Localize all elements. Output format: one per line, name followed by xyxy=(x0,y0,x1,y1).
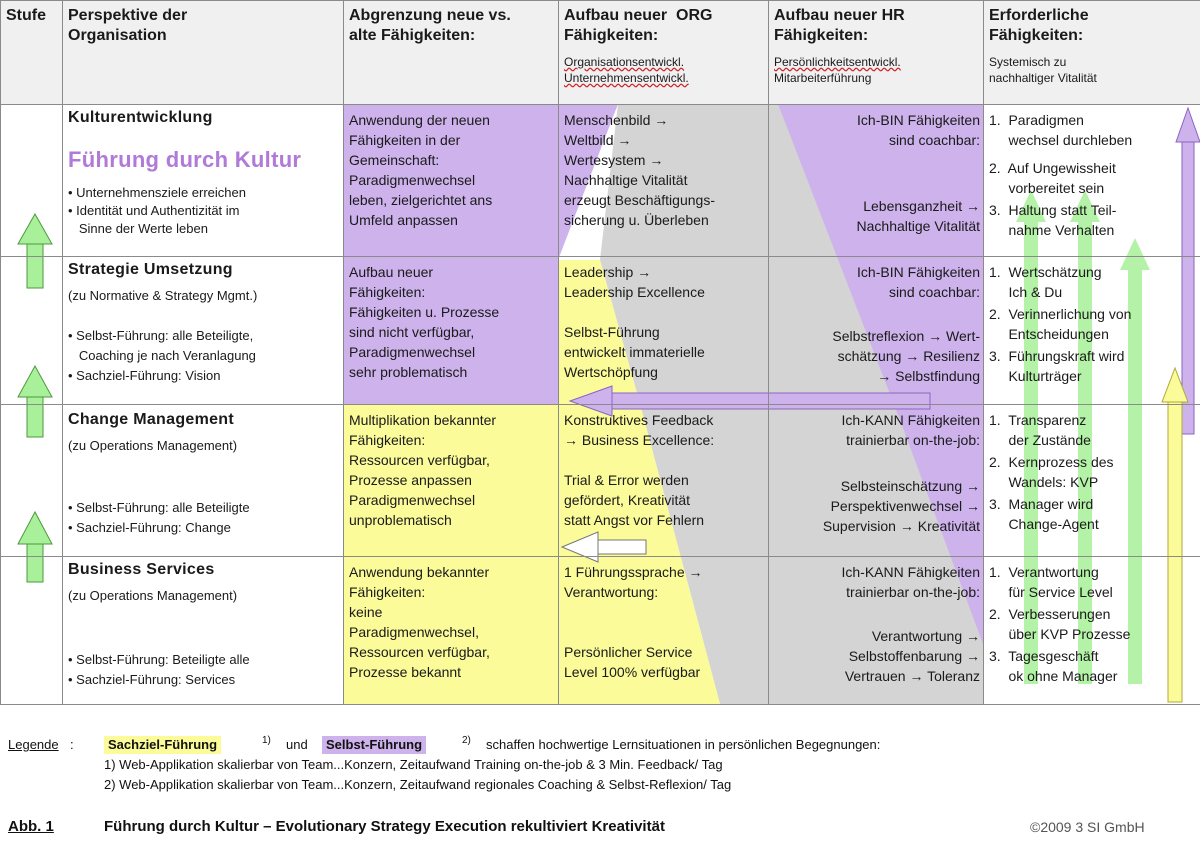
row3-erf-2: 2. Kernprozess des Wandels: KVP xyxy=(989,454,1114,490)
header-erforderliche-sub: Systemisch zu nachhaltiger Vitalität xyxy=(989,55,1097,85)
row2-abgrenzung: Aufbau neuer Fähigkeiten: Fähigkeiten u. Prozesse sind nicht verfügbar, Paradigmenwechsel sehr problematisch xyxy=(349,264,500,380)
legend-note-1: 1) Web-Applikation skalierbar von Team...Konzern, Zeitaufwand Training on-the-job & 3 Min. Feedback/ Tag xyxy=(104,757,723,772)
grid-v3 xyxy=(558,0,559,704)
row3-erf-1: 1. Transparenz der Zustände xyxy=(989,412,1091,448)
row3-details: • Selbst-Führung: alle Beteiligte • Sachziel-Führung: Change xyxy=(68,500,250,535)
row1-org: Menschenbild → Weltbild → Wertesystem → Nachhaltige Vitalität erzeugt Beschäftigungs- sicherung u. Überleben xyxy=(564,112,715,228)
row1-abgrenzung: Anwendung der neuen Fähigkeiten in der Gemeinschaft: Paradigmenwechsel leben, zielgerichtet ans Umfeld anpassen xyxy=(349,112,493,228)
row-title-change-management: Change Management xyxy=(68,411,235,428)
figure-caption: Führung durch Kultur – Evolutionary Strategy Execution rekultiviert Kreativität xyxy=(104,818,665,835)
row2-erf-3: 3. Führungskraft wird Kulturträger xyxy=(989,348,1125,384)
grid-h1 xyxy=(0,104,1200,105)
header-hr-sub2: Mitarbeiterführung xyxy=(774,71,872,85)
row4-hr-bottom: Verantwortung → Selbstoffenbarung → Vertrauen → Toleranz xyxy=(844,628,980,684)
header-perspektive: Perspektive der Organisation xyxy=(68,7,188,44)
copyright: ©2009 3 SI GmbH xyxy=(1030,819,1145,835)
grid-v5 xyxy=(983,0,984,704)
figure-number: Abb. 1 xyxy=(8,818,54,835)
legend-note-2: 2) Web-Applikation skalierbar von Team...Konzern, Zeitaufwand regionales Coaching & Selbst-Reflexion/ Tag xyxy=(104,777,732,792)
row1-erf-3: 3. Haltung statt Teil- nahme Verhalten xyxy=(989,202,1117,238)
green-up-arrow-1 xyxy=(18,214,52,288)
grid-top xyxy=(0,0,1200,1)
row2-org: Leadership → Leadership Excellence Selbst-Führung entwickelt immaterielle Wertschöpfung xyxy=(564,264,705,380)
row2-details: • Selbst-Führung: alle Beteiligte, Coaching je nach Veranlagung • Sachziel-Führung: Vision xyxy=(68,328,256,383)
row-title-business-services: Business Services xyxy=(68,561,215,578)
row3-erf-3: 3. Manager wird Change-Agent xyxy=(989,496,1099,532)
row3-sub: (zu Operations Management) xyxy=(68,438,238,453)
row-title-kulturentwicklung: Kulturentwicklung xyxy=(68,109,213,126)
legend-sup2: 2) xyxy=(462,735,471,746)
row4-abgrenzung: Anwendung bekannter Fähigkeiten: keine Paradigmenwechsel, Ressourcen verfügbar, Prozesse bekannt xyxy=(349,564,490,680)
header-hr-sub1: Persönlichkeitsentwickl. xyxy=(774,55,901,69)
row2-hr-bottom: Selbstreflexion → Wert- schätzung → Resilienz → Selbstfindung xyxy=(832,328,980,384)
green-up-arrow-3 xyxy=(18,512,52,582)
header-org-sub: Organisationsentwickl. Unternehmensentwickl. xyxy=(564,55,689,85)
legend-und: und xyxy=(286,737,308,752)
header-hr: Aufbau neuer HR Fähigkeiten: xyxy=(774,7,905,44)
row1-hr-top: Ich-BIN Fähigkeiten sind coachbar: xyxy=(857,112,980,148)
row1-details: • Unternehmensziele erreichen • Identität und Authentizität im Sinne der Werte leben xyxy=(68,185,246,236)
grid-h2 xyxy=(0,256,1200,257)
row1-erf-1: 1. Paradigmen wechsel durchleben xyxy=(989,112,1133,148)
header-erforderliche: Erforderliche Fähigkeiten: xyxy=(989,7,1089,44)
row3-org: Konstruktives Feedback → Business Excellence: Trial & Error werden gefördert, Kreativität statt Angst vor Fehlern xyxy=(564,412,715,528)
legend-sup1: 1) xyxy=(262,735,271,746)
row4-hr-top: Ich-KANN Fähigkeiten trainierbar on-the-job: xyxy=(841,564,980,600)
grid-h3 xyxy=(0,404,1200,405)
row2-erf-1: 1. Wertschätzung Ich & Du xyxy=(989,264,1102,300)
legend-sachziel-chip: Sachziel-Führung xyxy=(104,736,221,754)
row4-erf-3: 3. Tagesgeschäft ok ohne Manager xyxy=(989,648,1118,684)
tagline-fuehrung-durch-kultur: Führung durch Kultur xyxy=(68,147,302,172)
header-abgrenzung: Abgrenzung neue vs. alte Fähigkeiten: xyxy=(349,7,511,44)
grid-v1 xyxy=(62,0,63,704)
row1-erf-2: 2. Auf Ungewissheit vorbereitet sein xyxy=(989,160,1116,196)
legend-colon: : xyxy=(70,737,74,752)
grid-v2 xyxy=(343,0,344,704)
row1-hr-bottom: Lebensganzheit → Nachhaltige Vitalität xyxy=(856,198,980,234)
row2-hr-top: Ich-BIN Fähigkeiten sind coachbar: xyxy=(857,264,980,300)
row3-hr-top: Ich-KANN Fähigkeiten trainierbar on-the-job: xyxy=(841,412,980,448)
grid-v0 xyxy=(0,0,1,704)
grid-v4 xyxy=(768,0,769,704)
row4-sub: (zu Operations Management) xyxy=(68,588,238,603)
row4-erf-1: 1. Verantwortung für Service Level xyxy=(989,564,1113,600)
row4-org: 1 Führungssprache → Verantwortung: Persönlicher Service Level 100% verfügbar xyxy=(564,564,703,680)
row-title-strategie-umsetzung: Strategie Umsetzung xyxy=(68,261,233,278)
legend-label: Legende xyxy=(8,737,59,752)
legend-rest: schaffen hochwertige Lernsituationen in persönlichen Begegnungen: xyxy=(486,737,881,752)
header-org: Aufbau neuer ORG Fähigkeiten: xyxy=(564,7,713,44)
row3-hr-bottom: Selbsteinschätzung → Perspektivenwechsel → Supervision → Kreativität xyxy=(822,478,980,534)
row3-abgrenzung: Multiplikation bekannter Fähigkeiten: Ressourcen verfügbar, Prozesse anpassen Paradigmenwechsel unproblematisch xyxy=(349,412,497,528)
grid-h4 xyxy=(0,556,1200,557)
grid-bottom xyxy=(0,704,1200,705)
header-stufe: Stufe xyxy=(6,7,46,24)
row4-details: • Selbst-Führung: Beteiligte alle • Sachziel-Führung: Services xyxy=(68,652,250,687)
legend-selbst-chip: Selbst-Führung xyxy=(322,736,426,754)
green-up-arrow-2 xyxy=(18,366,52,437)
row2-sub: (zu Normative & Strategy Mgmt.) xyxy=(68,288,258,303)
row4-erf-2: 2. Verbesserungen über KVP Prozesse xyxy=(989,606,1131,642)
row2-erf-2: 2. Verinnerlichung von Entscheidungen xyxy=(989,306,1132,342)
